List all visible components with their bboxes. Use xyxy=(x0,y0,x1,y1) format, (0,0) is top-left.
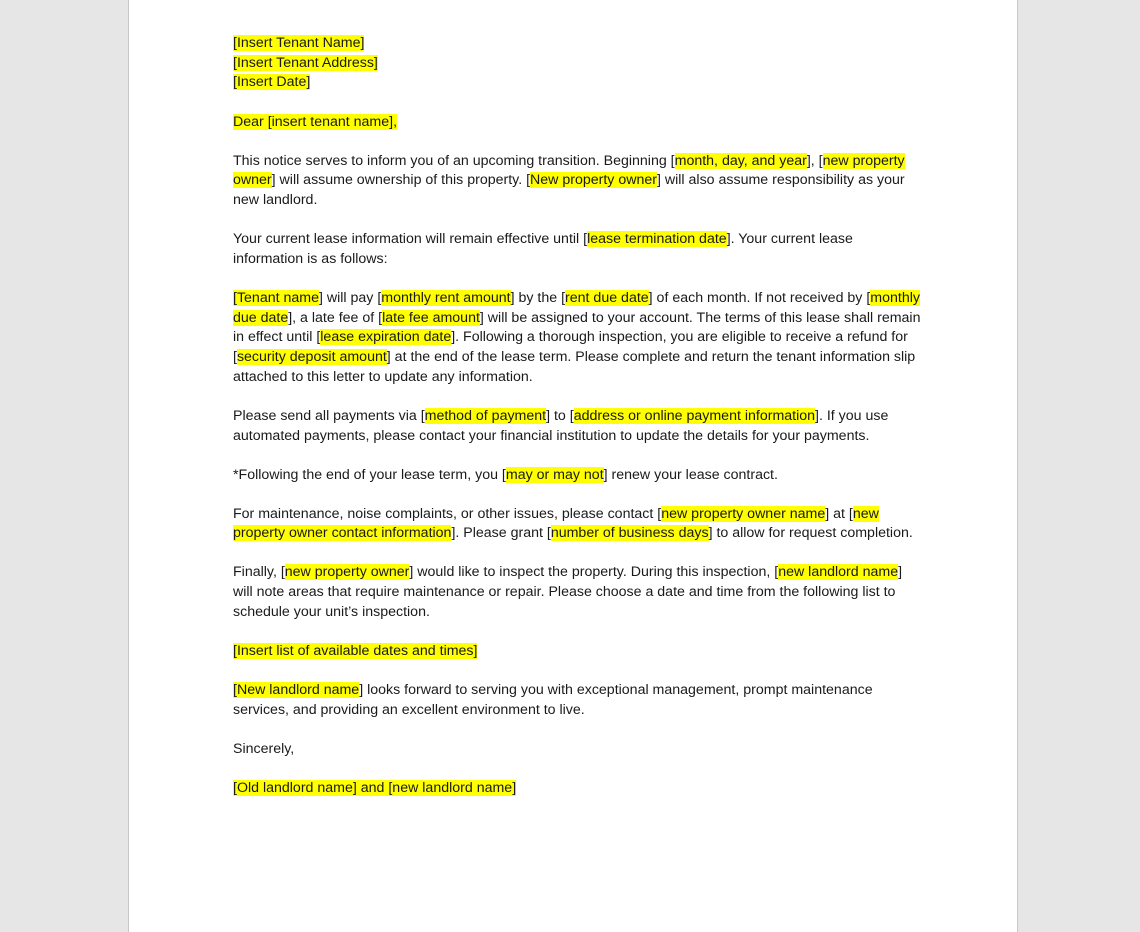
body-paragraph xyxy=(233,505,923,544)
placeholder-tenant-address: [Insert Tenant Address] xyxy=(233,54,378,71)
placeholder-highlight: Tenant name xyxy=(236,289,319,306)
placeholder-highlight: address or online payment information xyxy=(573,407,816,424)
salutation-text: Dear [insert tenant name], xyxy=(233,113,398,130)
body-text: ]. Following a thorough inspection, you are eligible to receive a refund for [ xyxy=(233,329,908,365)
placeholder-highlight: [Insert list of available dates and times] xyxy=(233,642,478,659)
placeholder-highlight: rent due date xyxy=(565,289,649,306)
letter-body xyxy=(233,34,923,818)
body-text: *Following the end of your lease term, you [ xyxy=(233,466,506,483)
placeholder-highlight: security deposit amount xyxy=(236,349,387,365)
body-text: ] at [ xyxy=(825,505,853,522)
closing: Sincerely, xyxy=(233,740,295,757)
body-text: ], a late fee of [ xyxy=(288,309,383,326)
body-text: ] by the [ xyxy=(510,289,566,306)
placeholder-tenant-name: [Insert Tenant Name] xyxy=(233,35,365,51)
body-text: ] renew your lease contract. xyxy=(603,466,778,483)
body-text: ] will note areas that require maintenance or repair. Please choose a date and time from the following list to schedule your unit’s inspection. xyxy=(233,564,903,620)
body-text: ]. If you use automated payments, please contact your financial institution to update the details for your payments. xyxy=(233,407,889,444)
placeholder-highlight: new property owner xyxy=(233,152,905,189)
header-line xyxy=(233,73,923,93)
body-text: ] looks forward to serving you with exceptional management, prompt maintenance services, and providing an excellent environment to live. xyxy=(233,682,873,718)
body-text: ]. Please grant [ xyxy=(451,525,551,542)
placeholder-highlight: New property owner xyxy=(530,172,657,189)
placeholder-highlight: New landlord name xyxy=(236,682,360,699)
header-line xyxy=(233,54,923,74)
placeholder-highlight: [ xyxy=(233,289,237,306)
placeholder-highlight: new landlord name xyxy=(778,564,899,581)
placeholder-highlight: new property owner name xyxy=(661,505,826,522)
body-text: ], [ xyxy=(806,152,823,169)
placeholder-highlight: new property owner xyxy=(284,564,410,581)
body-paragraph xyxy=(233,466,923,486)
body-text: ] will also assume responsibility as your new landlord. xyxy=(233,172,905,208)
placeholder-highlight: method of payment xyxy=(424,407,547,424)
body-text: For maintenance, noise complaints, or other issues, please contact [ xyxy=(233,505,662,522)
body-paragraph xyxy=(233,152,923,211)
body-paragraph xyxy=(233,289,923,388)
placeholder-highlight: number of business days xyxy=(550,525,709,542)
body-text: Your current lease information will remain effective until [ xyxy=(233,231,588,248)
body-paragraph xyxy=(233,681,923,720)
body-paragraph xyxy=(233,563,923,622)
letter-paragraphs xyxy=(233,152,923,721)
placeholder-highlight: monthly due date xyxy=(233,289,920,326)
document-page xyxy=(128,0,1018,932)
body-text: ] at the end of the lease term. Please complete and return the tenant information slip attached to this letter to update any information. xyxy=(233,349,916,385)
header-line xyxy=(233,34,923,54)
body-text: Please send all payments via [ xyxy=(233,407,425,424)
body-text: ] of each month. If not received by [ xyxy=(648,289,871,306)
placeholder-highlight: lease termination date xyxy=(587,231,727,248)
placeholder-highlight: lease expiration date xyxy=(320,329,452,346)
body-paragraph xyxy=(233,407,923,446)
body-paragraph xyxy=(233,230,923,269)
body-text: This notice serves to inform you of an upcoming transition. Beginning [ xyxy=(233,152,675,169)
letter-header xyxy=(233,34,923,93)
body-text: ] to [ xyxy=(546,407,574,424)
body-text: ] to allow for request completion. xyxy=(708,525,913,542)
placeholder-highlight: [ xyxy=(233,682,237,699)
placeholder-highlight: may or may not xyxy=(505,466,604,483)
body-text: ] will pay [ xyxy=(318,289,382,306)
placeholder-highlight: monthly rent amount xyxy=(381,289,511,306)
signature xyxy=(233,779,923,799)
salutation xyxy=(233,113,923,133)
signature-text: [Old landlord name] and [new landlord name] xyxy=(233,779,517,796)
body-text: ] will assume ownership of this property. [ xyxy=(271,172,531,189)
body-text: ] would like to inspect the property. During this inspection, [ xyxy=(409,564,779,581)
placeholder-date: [Insert Date] xyxy=(233,74,311,91)
body-text: Finally, [ xyxy=(233,564,285,581)
body-paragraph xyxy=(233,642,923,662)
placeholder-highlight: late fee amount xyxy=(382,309,480,326)
placeholder-highlight: month, day, and year xyxy=(674,152,807,169)
body-text: ]. Your current lease information is as follows: xyxy=(233,231,853,267)
body-text: ] will be assigned to your account. The terms of this lease shall remain in effect until [ xyxy=(233,309,921,346)
placeholder-highlight: new property owner contact information xyxy=(233,505,879,542)
